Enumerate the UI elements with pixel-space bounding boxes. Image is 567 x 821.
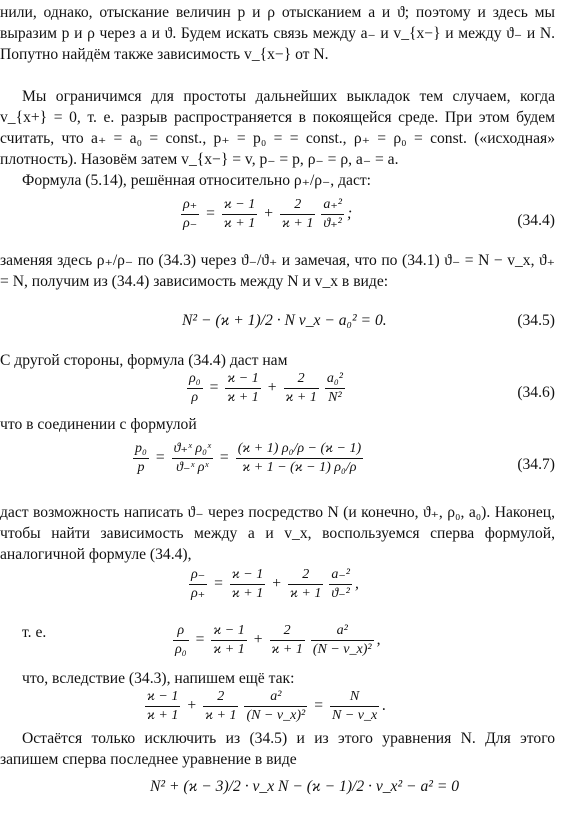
equation-34-4: $\frac{\rho_+}{\rho_-}$ = $\frac{ϰ - 1}{ϰ + 1}$ + $\frac{2}{ϰ + 1}$ $\frac{\text{a₊²}}{\text{ϑ₊²}}$ ;: [183, 197, 353, 231]
paragraph-2: Мы ограничимся для простоты дальнейших выкладок тем случаем, когда v_{x+} = 0, т. е. разрыв распространяется в покоящейся среде. При этом будем считать, что a₊ = a₀ = const., p₊ = p₀ = = const., ρ₊ = ρ₀ = const. («исходная» плотность). Назовём затем v_{x−} = v, p₋ = p, ρ₋ = ρ, a₋ = a.: [0, 88, 555, 168]
paragraph-5: С другой стороны, формула (34.4) даст нам: [0, 352, 288, 369]
paragraph-8: т. е.: [22, 624, 47, 641]
equation-label-34-4: (34.4): [517, 212, 555, 229]
equation-34-5: N² − (ϰ + 1)/2 · N v_x − a₀² = 0.: [182, 312, 387, 329]
paragraph-4: заменяя здесь ρ₊/ρ₋ по (34.3) через ϑ₋/ϑ₊ и замечая, что по (34.1) ϑ₋ = N − v_x, ϑ₊ = N, получим из (34.4) зависимость между N и v_x в виде:: [0, 252, 555, 290]
equation-rho-ratio: $\frac{\rho}{\text{ρ₀}}$ = $\frac{ϰ - 1}{ϰ + 1}$ + $\frac{2}{ϰ + 1}$ $\frac{\text{a²}}{\text{(N − v\_x)²}}$ ,: [175, 623, 381, 657]
equation-34-7: $\frac{\text{p₀}}{p}$ = $\frac{\text{ϑ₊ˣ ρ₀ˣ}}{\text{ϑ₋ˣ ρˣ}}$ = $\frac{\text{(ϰ + 1) ρ₀/ρ − (ϰ − 1)}}{\text{ϰ + 1 − (ϰ − 1) ρ₀/ρ}}$: [135, 441, 362, 475]
equation-label-34-6: (34.6): [517, 384, 555, 401]
equation-n-ratio: $\frac{ϰ - 1}{ϰ + 1}$ + $\frac{2}{ϰ + 1}$ $\frac{\text{a²}}{\text{(N − v\_x)²}}$ = $\frac{N}{N - v\_x}$ .: [147, 689, 387, 723]
paragraph-9: что, вследствие (34.3), напишем ещё так:: [22, 670, 295, 687]
paragraph-6: что в соединении с формулой: [0, 416, 197, 433]
equation-rho-minus-ratio: $\frac{\rho_-}{\rho_+}$ = $\frac{ϰ - 1}{ϰ + 1}$ + $\frac{2}{ϰ + 1}$ $\frac{\text{a₋²}}{\text{ϑ₋²}}$ ,: [191, 567, 359, 601]
equation-label-34-5: (34.5): [517, 312, 555, 329]
equation-34-6: $\frac{\text{ρ₀}}{\rho}$ = $\frac{ϰ - 1}{ϰ + 1}$ + $\frac{2}{ϰ + 1}$ $\frac{\text{a₀²}}{\text{N²}}$: [189, 371, 343, 405]
equation-final: N² + (ϰ − 3)/2 · v_x N − (ϰ − 1)/2 · v_x² − a² = 0: [150, 778, 460, 795]
equation-label-34-7: (34.7): [517, 456, 555, 473]
paragraph-7: даст возможность написать ϑ₋ через посредство N (и конечно, ϑ₊, ρ₀, a₀). Наконец, чтобы найти зависимость между a и v_x, воспользуемся сперва формулой, аналогичной формуле (34.4),: [0, 504, 555, 563]
paragraph-3: Формула (5.14), решённая относительно ρ₊/ρ₋, даст:: [22, 172, 372, 189]
paragraph-1: нили, однако, отыскание величин p и ρ отысканием a и ϑ; поэтому и здесь мы выразим p и ρ через a и ϑ. Будем искать связь между a₋ и v_{x−} и между ϑ₋ и N. Попутно найдём также зависимость v_{x−} от N.: [0, 4, 555, 63]
paragraph-10: Остаётся только исключить из (34.5) и из этого уравнения N. Для этого запишем сперва последнее уравнение в виде: [0, 730, 555, 768]
